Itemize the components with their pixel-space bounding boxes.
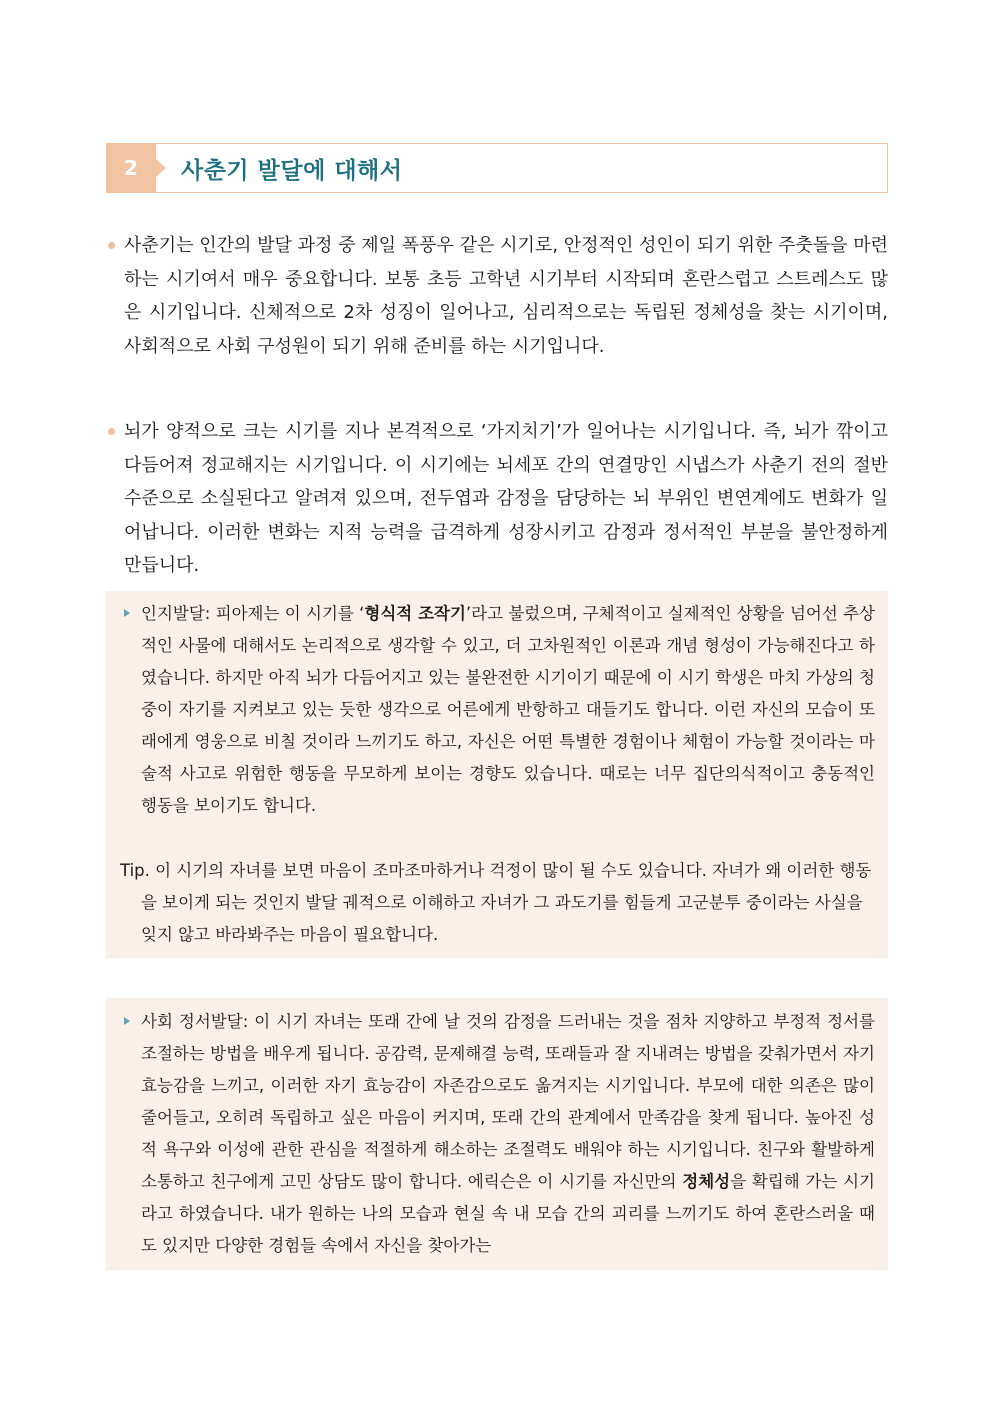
paragraph-brain-pruning [124, 415, 888, 583]
bullet-dot-icon [108, 428, 115, 435]
social-emotional-development-item: 사회 정서발달: 이 시기 자녀는 또래 간에 날 것의 감정을 드러내는 것을 점차 지양하고 부정적 정서를 조절하는 방법을 배우게 됩니다. 공감력, 문제해결 능력, 또래들과 잘 지내려는 방법을 갖춰가면서 자기 효능감을 느끼고, 이러한 자기 효능감이 자존감으로도 옮겨지는 시기입니다. 부모에 대한 의존은 많이 줄어들고, 오히려 독립하고 싶은 마음이 커지며, 또래 간의 관계에서 만족감을 찾게 됩니다. 높아진 성적 욕구와 이성에 관한 관심을 적절하게 해소하는 조절력도 배워야 하는 시기입니다. 친구와 활발하게 소통하고 친구에게 고민 상담도 많이 합니다. 에릭슨은 이 시기를 자신만의 정체성을 확립해 가는 시기라고 하였습니다. 내가 원하는 나의 모습과 현실 속 내 모습 간의 괴리를 느끼기도 하여 혼란스러울 때도 있지만 다양한 경험들 속에서 자신을 찾아가는 [141, 1006, 875, 1262]
section-number-badge: 2 [106, 143, 156, 193]
emphasis-formal-operations: 형식적 조작기 [364, 604, 466, 623]
tip-text: 이 시기의 자녀를 보면 마음이 조마조마하거나 걱정이 많이 될 수도 있습니다. 자녀가 왜 이러한 행동을 보이게 되는 것인지 발달 궤적으로 이해하고 자녀가 그 과도기를 힘들게 고군분투 중이라는 사실을 잊지 않고 바라봐주는 마음이 필요합니다. [141, 861, 872, 944]
cognitive-development-item: 인지발달: 피아제는 이 시기를 ‘형식적 조작기’라고 불렀으며, 구체적이고 실제적인 상황을 넘어선 추상적인 사물에 대해서도 논리적으로 생각할 수 있고, 더 고차원적인 이론과 개념 형성이 가능해진다고 하였습니다. 하지만 아직 뇌가 다듬어지고 있는 불완전한 시기이기 때문에 이 시기 학생은 마치 가상의 청중이 자기를 지켜보고 있는 듯한 생각으로 어른에게 반항하고 대들기도 합니다. 이런 자신의 모습이 또래에게 영웅으로 비칠 것이라 느끼기도 하고, 자신은 어떤 특별한 경험이나 체험이 가능할 것이라는 마술적 사고로 위험한 행동을 무모하게 보이는 경향도 있습니다. 때로는 너무 집단의식적이고 충동적인 행동을 보이기도 합니다. [141, 598, 875, 822]
paragraph-text: 뇌가 양적으로 크는 시기를 지나 본격적으로 ‘가지치기’가 일어나는 시기입니다. 즉, 뇌가 깎이고 다듬어져 정교해지는 시기입니다. 이 시기에는 뇌세포 간의 연결망인 시냅스가 사춘기 전의 절반 수준으로 소실된다고 알려져 있으며, 전두엽과 감정을 담당하는 뇌 부위인 변연계에도 변화가 일어납니다. 이러한 변화는 지적 능력을 급격하게 성장시키고 감정과 정서적인 부분을 불안정하게 만듭니다. [124, 421, 888, 576]
tip-note [120, 855, 875, 951]
triangle-bullet-icon [124, 609, 130, 617]
section-title: 사춘기 발달에 대해서 [181, 158, 403, 184]
section-header [106, 143, 888, 193]
paragraph-puberty-overview [124, 229, 888, 363]
bullet-dot-icon [108, 242, 115, 249]
triangle-bullet-icon [124, 1017, 130, 1025]
tip-label: Tip. [120, 861, 150, 880]
emphasis-identity: 정체성 [682, 1172, 731, 1191]
paragraph-text: 사춘기는 인간의 발달 과정 중 제일 폭풍우 같은 시기로, 안정적인 성인이 되기 위한 주춧돌을 마련하는 시기여서 매우 중요합니다. 보통 초등 고학년 시기부터 시작되며 혼란스럽고 스트레스도 많은 시기입니다. 신체적으로 2차 성징이 일어나고, 심리적으로는 독립된 정체성을 찾는 시기이며, 사회적으로 사회 구성원이 되기 위해 준비를 하는 시기입니다. [124, 235, 888, 357]
